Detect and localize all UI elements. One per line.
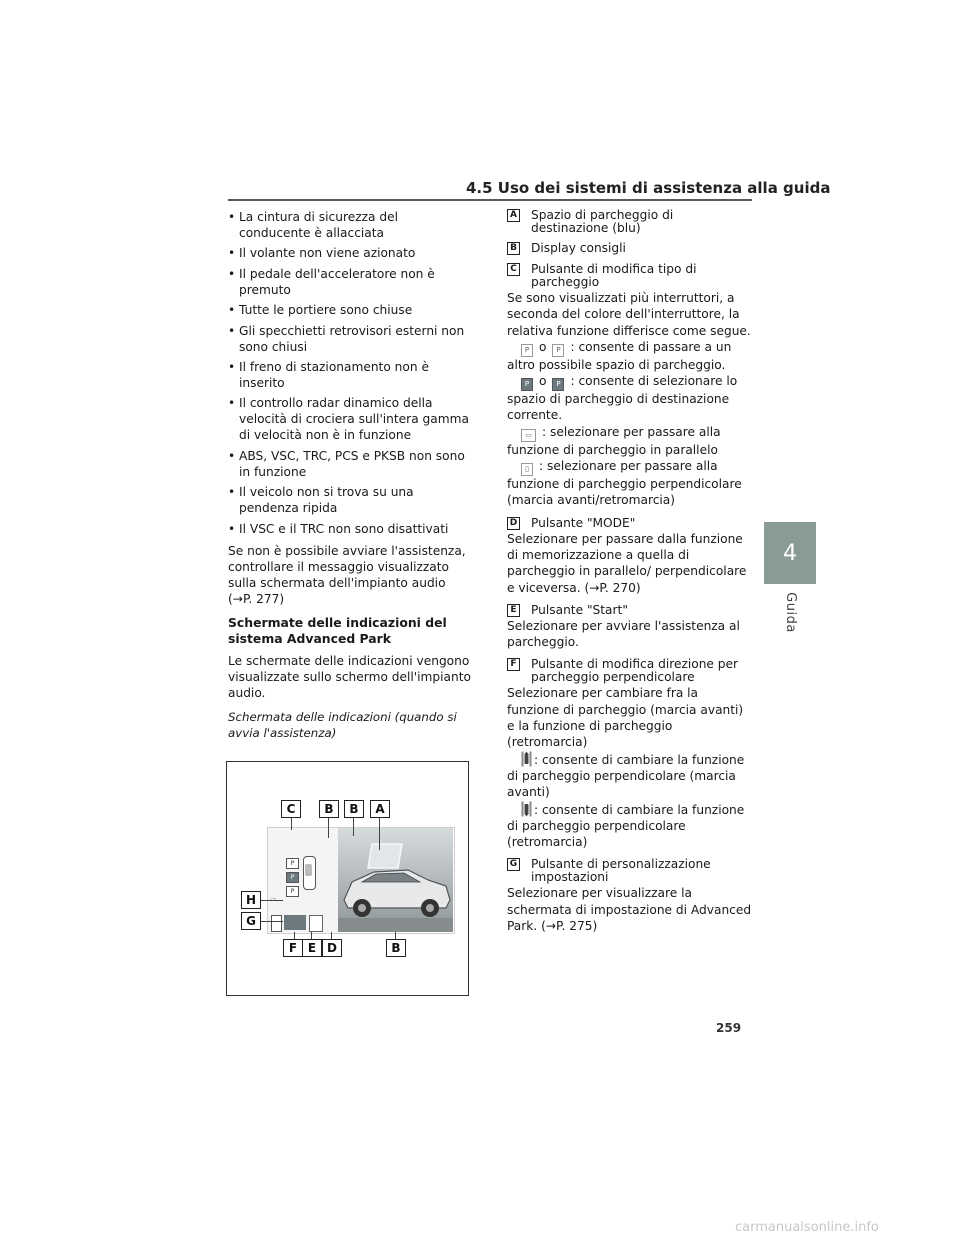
- or-text: o: [539, 339, 547, 354]
- leader-b1: [328, 818, 329, 838]
- leader-g: [261, 921, 283, 922]
- figure-label-b: B: [344, 800, 364, 818]
- list-item: • Il VSC e il TRC non sono disattivati: [228, 521, 449, 536]
- direction-button: [271, 915, 282, 932]
- list-item: • La cintura di sicurezza del conducente è allacciata: [228, 210, 398, 240]
- entry-body: Selezionare per avviare l'assistenza al parcheggio.: [507, 618, 740, 650]
- entry-body: Se sono visualizzati più interruttori, a seconda del colore dell'interruttore, la relativa funzione differisce come segue.: [507, 291, 751, 338]
- figure-caption: Schermata delle indicazioni (quando si avvia l'assistenza): [228, 709, 457, 740]
- p-selected-icon: P: [552, 378, 564, 391]
- right-column: [507, 209, 753, 940]
- camera-scene: [338, 828, 453, 932]
- camera-view: [338, 828, 453, 932]
- target-parking-space: [368, 844, 402, 868]
- leader-a: [379, 818, 380, 850]
- list-item: • Il volante non viene azionato: [228, 246, 416, 261]
- entry-body: Selezionare per cambiare fra la funzione di parcheggio (marcia avanti) e la funzione di parcheggio (retromarcia): [507, 686, 744, 750]
- mode-button: [309, 915, 323, 932]
- key-b: B: [507, 242, 520, 255]
- list-item: • Il freno di stazionamento non è inserito: [228, 359, 429, 390]
- leader-b2: [353, 818, 354, 836]
- entry-title: Pulsante "Start": [531, 602, 628, 617]
- left-column: [228, 209, 472, 741]
- chapter-label: [768, 592, 812, 632]
- entry-g: [507, 858, 753, 934]
- figure-label-g: G: [241, 912, 261, 930]
- section-heading: Schermate delle indicazioni del sistema Advanced Park: [228, 614, 447, 646]
- entry-line: [507, 373, 753, 424]
- p-switch-icon: P: [521, 344, 533, 357]
- page-number: 259: [716, 1021, 742, 1035]
- own-car-roof: [305, 864, 312, 876]
- entry-f: [507, 658, 753, 850]
- figure-label-f: F: [283, 939, 303, 957]
- entry-line: [507, 751, 753, 801]
- entry-line: [507, 424, 753, 458]
- paragraph-screens: Le schermate delle indicazioni vengono visualizzate sullo schermo dell'impianto audio.: [228, 653, 471, 700]
- entry-line-text: : consente di cambiare la funzione di parcheggio perpendicolare (marcia avanti): [507, 752, 745, 800]
- entry-title: Pulsante "MODE": [531, 515, 636, 530]
- entry-a: [507, 209, 753, 235]
- figure-label-d: D: [322, 939, 342, 957]
- chapter-number: 4: [783, 540, 797, 566]
- p-selected-icon: P: [521, 378, 533, 391]
- entry-line-text: : selezionare per passare alla funzione di parcheggio perpendicolare (marcia avanti/retromarcia): [507, 459, 742, 508]
- section-title: 4.5 Uso dei sistemi di assistenza alla guida: [466, 179, 831, 197]
- key-d: D: [507, 517, 520, 530]
- screen-left-panel: [268, 828, 338, 932]
- p-button-selected: P: [286, 872, 299, 883]
- audio-screen: [267, 827, 455, 934]
- header-rule: [228, 199, 752, 201]
- figure-label-b: B: [319, 800, 339, 818]
- entry-title: Pulsante di personalizzazione impostazioni: [531, 857, 711, 885]
- p-switch-icon: P: [552, 344, 564, 357]
- leader-h: [261, 900, 283, 901]
- or-text: o: [539, 374, 547, 389]
- entry-title: Pulsante di modifica direzione per parcheggio perpendicolare: [531, 657, 739, 685]
- figure-label-e: E: [302, 939, 322, 957]
- entry-line-text: : consente di cambiare la funzione di parcheggio perpendicolare (retromarcia): [507, 802, 745, 850]
- ground: [338, 918, 453, 932]
- entry-title: Spazio di parcheggio di destinazione (blu): [531, 208, 674, 235]
- figure-label-a: A: [370, 800, 390, 818]
- key-a: A: [507, 209, 520, 222]
- chapter-label-text: Guida: [782, 591, 798, 633]
- reverse-parking-icon: [521, 801, 532, 817]
- key-c: C: [507, 263, 520, 276]
- parallel-parking-icon: ▭: [521, 429, 536, 442]
- perpendicular-parking-icon: ▯: [521, 463, 533, 476]
- condition-list: [228, 209, 472, 537]
- figure-label-c: C: [281, 800, 301, 818]
- forward-parking-icon: [521, 751, 532, 767]
- entry-line-text: : consente di selezionare lo spazio di parcheggio di destinazione corrente.: [507, 374, 738, 423]
- start-button: [284, 915, 306, 930]
- list-item: • Il pedale dell'acceleratore non è premuto: [228, 266, 435, 297]
- entry-e: [507, 604, 753, 651]
- rear-hub: [358, 904, 366, 912]
- figure-label-h: H: [241, 891, 261, 909]
- list-item: • Il controllo radar dinamico della velocità di crociera sull'intera gamma di velocità non è in funzione: [228, 396, 469, 443]
- p-button-upper: P: [286, 858, 299, 869]
- key-f: F: [507, 658, 520, 671]
- watermark: carmanualsonline.info: [735, 1220, 879, 1235]
- list-item: • Gli specchietti retrovisori esterni non sono chiusi: [228, 323, 465, 354]
- entry-line-text: : consente di passare a un altro possibile spazio di parcheggio.: [507, 339, 732, 372]
- list-item: • ABS, VSC, TRC, PCS e PKSB non sono in funzione: [228, 448, 465, 479]
- key-g: G: [507, 858, 520, 871]
- entry-d: [507, 517, 753, 596]
- key-e: E: [507, 604, 520, 617]
- entry-title: Display consigli: [531, 241, 626, 255]
- chapter-tab: [764, 522, 816, 584]
- figure-label-b: B: [386, 939, 406, 957]
- entry-line: [507, 801, 753, 851]
- entry-line: [507, 339, 753, 373]
- p-button-lower: P: [286, 886, 299, 897]
- front-hub: [426, 904, 434, 912]
- entry-body: Selezionare per passare dalla funzione di memorizzazione a quella di parcheggio in parallelo/ perpendicolare e viceversa. (→P. 270): [507, 531, 747, 595]
- entry-body: Selezionare per visualizzare la schermata di impostazione di Advanced Park. (→P. 275): [507, 886, 752, 934]
- entry-title: Pulsante di modifica tipo di parcheggio: [531, 262, 697, 289]
- entry-line-text: : selezionare per passare alla funzione di parcheggio in parallelo: [507, 424, 721, 457]
- list-item: • Tutte le portiere sono chiuse: [228, 303, 413, 318]
- entry-c: [507, 263, 753, 509]
- guidance-screen-figure: [226, 761, 469, 996]
- paragraph-assist-error: Se non è possibile avviare l'assistenza, controllare il messaggio visualizzato sulla schermata dell'impianto audio (→P. 277): [228, 543, 466, 606]
- entry-b: [507, 242, 753, 255]
- leader-c: [291, 818, 292, 830]
- list-item: • Il veicolo non si trova su una pendenza ripida: [228, 485, 414, 516]
- entry-line: [507, 458, 753, 509]
